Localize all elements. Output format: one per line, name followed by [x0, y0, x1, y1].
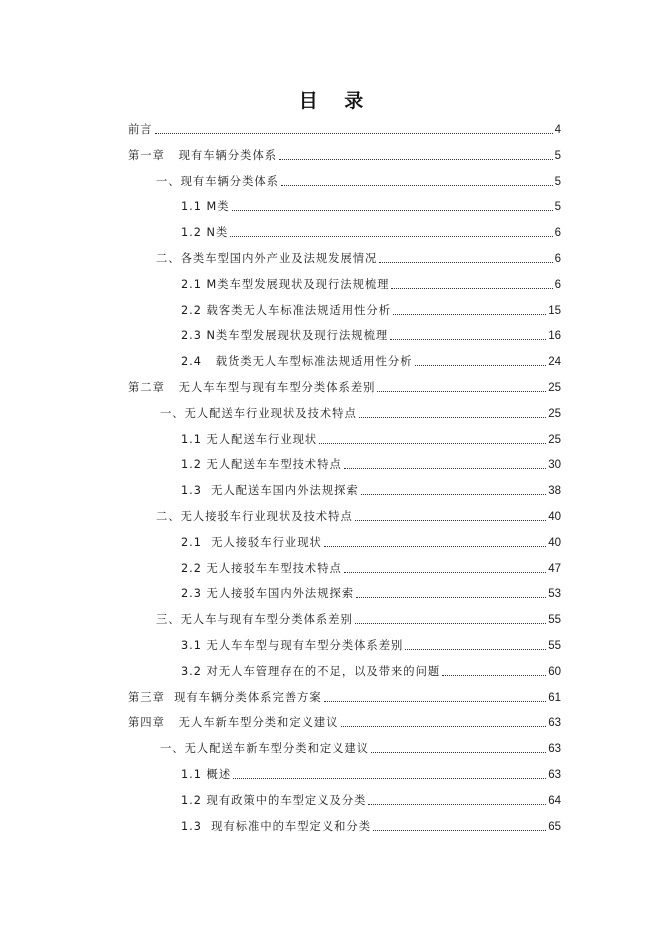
page-title: 目 录	[298, 90, 374, 112]
toc-entry-label: 一、现有车辆分类体系	[156, 174, 279, 188]
toc-leader-dots	[355, 622, 546, 624]
toc-leader-dots	[377, 390, 546, 392]
toc-entry[interactable]	[181, 452, 561, 472]
toc-entry-page-number: 63	[548, 769, 561, 781]
toc-entry-label: 1.1 无人配送车行业现状	[181, 432, 318, 446]
toc-leader-dots	[324, 700, 547, 702]
toc-entry-page-number: 40	[548, 511, 561, 523]
toc-entry-label: 1.1 M类	[181, 200, 230, 214]
toc-entry-label: 1.2 现有政策中的车型定义及分类	[181, 793, 367, 807]
toc-entry-label: 1.1 概述	[181, 768, 232, 781]
toc-entry[interactable]	[181, 788, 561, 808]
toc-leader-dots	[356, 596, 546, 598]
toc-entry[interactable]	[156, 169, 561, 189]
toc-entry-label: 3.1 无人车车型与现有车型分类体系差别	[181, 639, 404, 652]
toc-entry-label: 1.3 现有标准中的车型定义和分类	[181, 819, 372, 833]
toc-leader-dots	[390, 338, 546, 340]
toc-entry-label: 第一章 现有车辆分类体系	[128, 148, 278, 162]
toc-entry[interactable]	[128, 117, 561, 137]
toc-entry-label: 2.1 无人接驳车行业现状	[181, 535, 322, 549]
toc-entry-page-number: 24	[548, 356, 561, 369]
toc-leader-dots	[391, 287, 552, 289]
toc-entry[interactable]	[128, 685, 561, 705]
toc-leader-dots	[379, 261, 552, 263]
toc-entry-label: 2.2 载客类无人车标准法规适用性分析	[181, 303, 392, 317]
toc-entry-page-number: 6	[554, 227, 561, 240]
toc-entry-label: 2.4 载货类无人车型标准法规适用性分析	[181, 355, 413, 369]
toc-leader-dots	[341, 725, 547, 727]
toc-leader-dots	[344, 467, 546, 469]
toc-entry-label: 一、无人配送车行业现状及技术特点	[160, 406, 357, 420]
toc-leader-dots	[281, 184, 553, 186]
toc-entry[interactable]	[181, 427, 561, 447]
toc-entry-page-number: 4	[554, 124, 561, 136]
toc-entry-page-number: 25	[548, 407, 561, 420]
toc-entry[interactable]	[181, 349, 561, 369]
toc-entry[interactable]	[181, 814, 561, 834]
toc-leader-dots	[230, 235, 552, 237]
toc-entry-page-number: 55	[548, 640, 561, 652]
toc-entry-label: 2.3 无人接驳车国内外法规探索	[181, 587, 355, 601]
toc-leader-dots	[361, 493, 546, 495]
toc-entry[interactable]	[181, 762, 561, 782]
toc-leader-dots	[405, 648, 546, 650]
toc-leader-dots	[393, 313, 546, 315]
toc-entry-label: 1.2 N类	[181, 226, 229, 240]
toc-entry-page-number: 5	[554, 175, 561, 188]
toc-entry[interactable]	[128, 143, 561, 163]
toc-entry[interactable]	[128, 375, 561, 395]
toc-entry[interactable]	[181, 194, 561, 214]
toc-entry[interactable]	[160, 736, 561, 756]
toc-leader-dots	[373, 829, 546, 831]
toc-entry-page-number: 5	[554, 149, 561, 162]
toc-entry-label: 第三章 现有车辆分类体系完善方案	[128, 690, 322, 704]
toc-entry[interactable]	[181, 581, 561, 601]
toc-entry-label: 二、无人接驳车行业现状及技术特点	[156, 510, 353, 523]
toc-entry[interactable]	[181, 530, 561, 550]
toc-entry-label: 一、无人配送车新车型分类和定义建议	[160, 742, 370, 756]
toc-entry-page-number: 55	[548, 614, 561, 627]
toc-entry-page-number: 25	[548, 433, 561, 446]
toc-entry[interactable]	[160, 401, 561, 421]
toc-leader-dots	[415, 364, 547, 366]
toc-entry-page-number: 6	[554, 278, 561, 291]
toc-leader-dots	[355, 519, 546, 521]
toc-entry-page-number: 30	[548, 459, 561, 472]
toc-entry[interactable]	[156, 607, 561, 627]
toc-entry-page-number: 25	[548, 382, 561, 394]
toc-leader-dots	[359, 416, 546, 418]
toc-entry-label: 2.3 N类车型发展现状及现行法规梳理	[181, 329, 389, 343]
toc-entry-label: 第四章 无人车新车型分类和定义建议	[128, 716, 339, 730]
toc-entry[interactable]	[181, 298, 561, 318]
toc-leader-dots	[279, 158, 553, 160]
toc-entry-label: 第二章 无人车车型与现有车型分类体系差别	[128, 381, 376, 394]
toc-leader-dots	[344, 571, 546, 573]
toc-entry-label: 2.2 无人接驳车车型技术特点	[181, 561, 342, 575]
toc-entry[interactable]	[128, 710, 561, 730]
toc-entry-page-number: 40	[548, 536, 561, 549]
toc-leader-dots	[371, 751, 546, 753]
toc-entry-label: 1.3 无人配送车国内外法规探索	[181, 484, 359, 498]
toc-entry[interactable]	[181, 272, 561, 292]
toc-entry[interactable]	[181, 659, 561, 679]
toc-entry[interactable]	[181, 633, 561, 653]
toc-entry-page-number: 15	[548, 304, 561, 317]
toc-leader-dots	[155, 132, 553, 134]
toc-entry[interactable]	[181, 478, 561, 498]
toc-leader-dots	[233, 777, 546, 779]
toc-leader-dots	[324, 545, 546, 547]
toc-entry-page-number: 65	[548, 820, 561, 833]
toc-entry-page-number: 47	[548, 562, 561, 575]
toc-entry-page-number: 64	[548, 794, 561, 807]
toc-entry-page-number: 63	[548, 717, 561, 730]
toc-entry-page-number: 63	[548, 743, 561, 756]
toc-entry[interactable]	[156, 246, 561, 266]
toc-entry-label: 2.1 M类车型发展现状及现行法规梳理	[181, 277, 390, 291]
toc-entry-label: 三、无人车与现有车型分类体系差别	[156, 613, 353, 627]
toc-leader-dots	[319, 442, 546, 444]
toc-entry[interactable]	[156, 504, 561, 524]
toc-entry-page-number: 53	[548, 588, 561, 601]
toc-leader-dots	[442, 674, 546, 676]
toc-leader-dots	[368, 803, 546, 805]
toc-entry-label: 前言	[128, 123, 153, 136]
toc-entry[interactable]	[181, 323, 561, 343]
toc-entry-page-number: 38	[548, 485, 561, 498]
toc-entry[interactable]	[181, 556, 561, 576]
toc-entry-label: 3.2 对无人车管理存在的不足，以及带来的问题	[181, 664, 441, 678]
toc-leader-dots	[232, 209, 553, 211]
toc-entry[interactable]	[181, 220, 561, 240]
toc-entry-page-number: 60	[548, 665, 561, 678]
toc-entry-page-number: 61	[548, 691, 561, 704]
toc-entry-page-number: 6	[554, 253, 561, 265]
toc-entry-page-number: 16	[548, 330, 561, 343]
toc-entry-page-number: 5	[554, 201, 561, 214]
toc-entry-label: 二、各类车型国内外产业及法规发展情况	[156, 252, 378, 265]
toc-entry-label: 1.2 无人配送车车型技术特点	[181, 458, 342, 472]
